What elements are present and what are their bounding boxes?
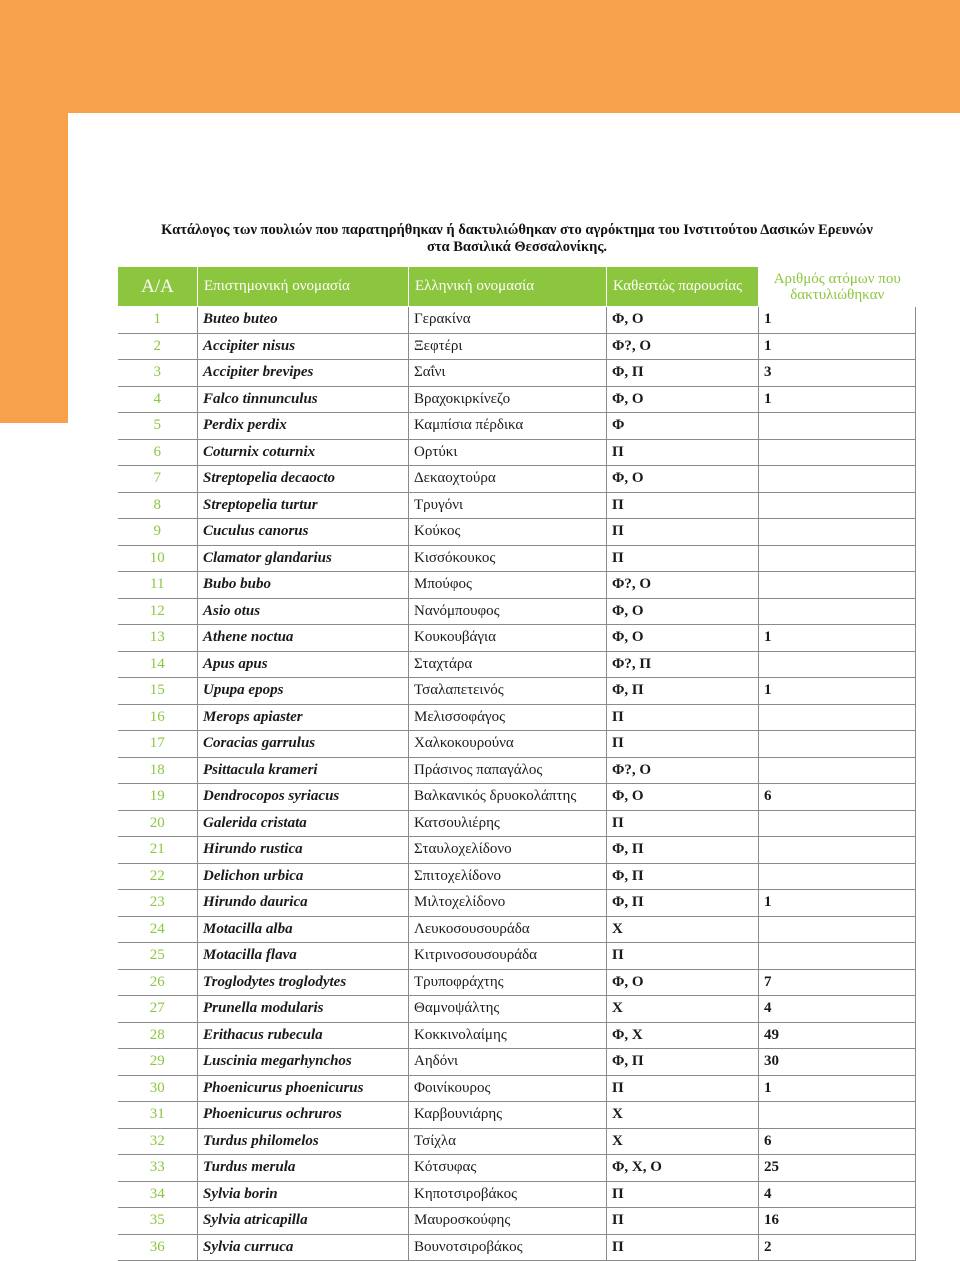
row-number: 35 [118,1208,198,1235]
scientific-name: Accipiter nisus [198,333,409,360]
scientific-name: Buteo buteo [198,307,409,334]
presence-status: Χ [607,996,759,1023]
greek-name: Θαμνοψάλτης [409,996,607,1023]
presence-status: Φ, Π [607,1049,759,1076]
presence-status: Π [607,545,759,572]
ringed-count: 16 [759,1208,916,1235]
presence-status: Φ?, Ο [607,757,759,784]
presence-status: Φ, Π [607,890,759,917]
scientific-name: Hirundo daurica [198,890,409,917]
row-number: 29 [118,1049,198,1076]
table-row [118,678,916,705]
scientific-name: Galerida cristata [198,810,409,837]
row-number: 19 [118,784,198,811]
header-ringed-count-line-1: Αριθμός ατόμων που [773,270,901,287]
greek-name: Καρβουνιάρης [409,1102,607,1129]
scientific-name: Athene noctua [198,625,409,652]
scientific-name: Motacilla flava [198,943,409,970]
table-row [118,837,916,864]
row-number: 16 [118,704,198,731]
presence-status: Π [607,731,759,758]
ringed-count: 49 [759,1022,916,1049]
table-row [118,1128,916,1155]
greek-name: Κούκος [409,519,607,546]
greek-name: Μπούφος [409,572,607,599]
greek-name: Κότσυφας [409,1155,607,1182]
scientific-name: Phoenicurus phoenicurus [198,1075,409,1102]
table-row [118,1155,916,1182]
scientific-name: Upupa epops [198,678,409,705]
scientific-name: Apus apus [198,651,409,678]
presence-status: Π [607,704,759,731]
greek-name: Τσίχλα [409,1128,607,1155]
presence-status: Φ, Ο [607,625,759,652]
scientific-name: Clamator glandarius [198,545,409,572]
ringed-count [759,651,916,678]
scientific-name: Prunella modularis [198,996,409,1023]
presence-status: Π [607,943,759,970]
header-greek-name: Ελληνική ονομασία [409,267,607,307]
row-number: 31 [118,1102,198,1129]
scientific-name: Streptopelia decaocto [198,466,409,493]
row-number: 21 [118,837,198,864]
ringed-count [759,757,916,784]
presence-status: Φ, Π [607,863,759,890]
header-number: Α/Α [118,267,198,307]
table-row [118,1234,916,1261]
presence-status: Φ, Ο [607,969,759,996]
scientific-name: Turdus philomelos [198,1128,409,1155]
presence-status: Φ, Π [607,837,759,864]
greek-name: Βραχοκιρκίνεζο [409,386,607,413]
row-number: 27 [118,996,198,1023]
greek-name: Καμπίσια πέρδικα [409,413,607,440]
ringed-count [759,439,916,466]
table-row [118,1049,916,1076]
table-row [118,810,916,837]
table-row [118,572,916,599]
ringed-count [759,943,916,970]
table-row [118,704,916,731]
greek-name: Χαλκοκουρούνα [409,731,607,758]
row-number: 36 [118,1234,198,1261]
ringed-count: 1 [759,307,916,334]
greek-name: Σαΐνι [409,360,607,387]
row-number: 3 [118,360,198,387]
ringed-count: 1 [759,386,916,413]
scientific-name: Coracias garrulus [198,731,409,758]
greek-name: Κηποτσιροβάκος [409,1181,607,1208]
table-row [118,545,916,572]
presence-status: Π [607,439,759,466]
greek-name: Γερακίνα [409,307,607,334]
presence-status: Π [607,492,759,519]
ringed-count [759,1102,916,1129]
scientific-name: Coturnix coturnix [198,439,409,466]
presence-status: Φ, Ο [607,598,759,625]
table-row [118,413,916,440]
row-number: 25 [118,943,198,970]
presence-status: Φ, Ο [607,307,759,334]
row-number: 8 [118,492,198,519]
greek-name: Σταχτάρα [409,651,607,678]
scientific-name: Sylvia borin [198,1181,409,1208]
table-row [118,307,916,334]
table-row [118,360,916,387]
greek-name: Πράσινος παπαγάλος [409,757,607,784]
header-scientific-name: Επιστημονική ονομασία [198,267,409,307]
ringed-count [759,704,916,731]
table-row [118,916,916,943]
row-number: 9 [118,519,198,546]
greek-name: Τσαλαπετεινός [409,678,607,705]
ringed-count: 4 [759,996,916,1023]
greek-name: Κατσουλιέρης [409,810,607,837]
table-row [118,731,916,758]
table-row [118,863,916,890]
row-number: 20 [118,810,198,837]
greek-name: Ορτύκι [409,439,607,466]
scientific-name: Turdus merula [198,1155,409,1182]
presence-status: Π [607,1181,759,1208]
row-number: 11 [118,572,198,599]
orange-side-band [0,113,68,423]
presence-status: Φ?, Π [607,651,759,678]
scientific-name: Falco tinnunculus [198,386,409,413]
ringed-count [759,413,916,440]
presence-status: Φ, Π [607,678,759,705]
scientific-name: Hirundo rustica [198,837,409,864]
ringed-count [759,863,916,890]
greek-name: Νανόμπουφος [409,598,607,625]
table-row [118,943,916,970]
scientific-name: Delichon urbica [198,863,409,890]
table-row [118,890,916,917]
table-row [118,969,916,996]
scientific-name: Erithacus rubecula [198,1022,409,1049]
ringed-count: 2 [759,1234,916,1261]
ringed-count: 6 [759,784,916,811]
ringed-count [759,545,916,572]
ringed-count: 1 [759,333,916,360]
ringed-count [759,466,916,493]
table-row [118,1181,916,1208]
caption-line-2: στα Βασιλικά Θεσσαλονίκης. [426,239,608,255]
scientific-name: Asio otus [198,598,409,625]
presence-status: Φ?, Ο [607,572,759,599]
greek-name: Βουνοτσιροβάκος [409,1234,607,1261]
caption-line-1: Κατάλογος των πουλιών που παρατηρήθηκαν ή δακτυλιώθηκαν στο αγρόκτημα του Ινστιτούτου Δασικών Ερευνών [161,222,873,238]
row-number: 34 [118,1181,198,1208]
row-number: 26 [118,969,198,996]
ringed-count: 4 [759,1181,916,1208]
table-row [118,333,916,360]
greek-name: Τρυποφράχτης [409,969,607,996]
ringed-count: 1 [759,625,916,652]
greek-name: Μαυροσκούφης [409,1208,607,1235]
presence-status: Π [607,1075,759,1102]
presence-status: Φ, Π [607,360,759,387]
header-ringed-count-line-2: δακτυλιώθηκαν [790,286,885,303]
greek-name: Ξεφτέρι [409,333,607,360]
ringed-count: 25 [759,1155,916,1182]
presence-status: Φ, Ο [607,386,759,413]
row-number: 22 [118,863,198,890]
scientific-name: Motacilla alba [198,916,409,943]
header-ringed-count [759,267,916,307]
table-row [118,1208,916,1235]
presence-status: Φ, Ο [607,784,759,811]
ringed-count [759,572,916,599]
greek-name: Φοινίκουρος [409,1075,607,1102]
row-number: 6 [118,439,198,466]
scientific-name: Luscinia megarhynchos [198,1049,409,1076]
scientific-name: Dendrocopos syriacus [198,784,409,811]
table-row [118,1022,916,1049]
ringed-count: 6 [759,1128,916,1155]
ringed-count: 1 [759,1075,916,1102]
row-number: 33 [118,1155,198,1182]
scientific-name: Accipiter brevipes [198,360,409,387]
scientific-name: Perdix perdix [198,413,409,440]
presence-status: Φ?, Ο [607,333,759,360]
greek-name: Τρυγόνι [409,492,607,519]
scientific-name: Cuculus canorus [198,519,409,546]
presence-status: Φ [607,413,759,440]
ringed-count: 1 [759,678,916,705]
greek-name: Σπιτοχελίδονο [409,863,607,890]
ringed-count [759,519,916,546]
table-row [118,1075,916,1102]
row-number: 14 [118,651,198,678]
greek-name: Μιλτοχελίδονο [409,890,607,917]
greek-name: Κιτρινοσουσουράδα [409,943,607,970]
scientific-name: Psittacula krameri [198,757,409,784]
table-row [118,784,916,811]
table-row [118,996,916,1023]
table-row [118,466,916,493]
greek-name: Δεκαοχτούρα [409,466,607,493]
greek-name: Κοκκινολαίμης [409,1022,607,1049]
greek-name: Βαλκανικός δρυοκολάπτης [409,784,607,811]
table-row [118,598,916,625]
scientific-name: Phoenicurus ochruros [198,1102,409,1129]
row-number: 4 [118,386,198,413]
presence-status: Φ, Ο [607,466,759,493]
presence-status: Φ, Χ, Ο [607,1155,759,1182]
greek-name: Μελισσοφάγος [409,704,607,731]
table-row [118,492,916,519]
table-caption [112,222,922,256]
presence-status: Π [607,519,759,546]
presence-status: Π [607,1208,759,1235]
ringed-count [759,810,916,837]
greek-name: Αηδόνι [409,1049,607,1076]
presence-status: Χ [607,916,759,943]
table-row [118,651,916,678]
row-number: 5 [118,413,198,440]
table-header-row [118,267,916,307]
row-number: 18 [118,757,198,784]
presence-status: Π [607,810,759,837]
orange-header-band [0,0,960,113]
scientific-name: Merops apiaster [198,704,409,731]
greek-name: Λευκοσουσουράδα [409,916,607,943]
presence-status: Π [607,1234,759,1261]
row-number: 30 [118,1075,198,1102]
greek-name: Σταυλοχελίδονο [409,837,607,864]
ringed-count: 3 [759,360,916,387]
presence-status: Φ, Χ [607,1022,759,1049]
header-status: Καθεστώς παρουσίας [607,267,759,307]
table-row [118,1102,916,1129]
table-row [118,625,916,652]
row-number: 23 [118,890,198,917]
row-number: 2 [118,333,198,360]
bird-species-table [117,266,916,1261]
presence-status: Χ [607,1128,759,1155]
ringed-count: 1 [759,890,916,917]
table-row [118,757,916,784]
scientific-name: Sylvia curruca [198,1234,409,1261]
presence-status: Χ [607,1102,759,1129]
greek-name: Κουκουβάγια [409,625,607,652]
table-row [118,386,916,413]
scientific-name: Streptopelia turtur [198,492,409,519]
row-number: 12 [118,598,198,625]
row-number: 28 [118,1022,198,1049]
row-number: 17 [118,731,198,758]
ringed-count [759,916,916,943]
row-number: 13 [118,625,198,652]
row-number: 7 [118,466,198,493]
table-row [118,519,916,546]
scientific-name: Bubo bubo [198,572,409,599]
ringed-count [759,492,916,519]
ringed-count [759,598,916,625]
row-number: 24 [118,916,198,943]
ringed-count [759,837,916,864]
table-row [118,439,916,466]
ringed-count: 30 [759,1049,916,1076]
scientific-name: Sylvia atricapilla [198,1208,409,1235]
row-number: 1 [118,307,198,334]
row-number: 15 [118,678,198,705]
scientific-name: Troglodytes troglodytes [198,969,409,996]
ringed-count [759,731,916,758]
ringed-count: 7 [759,969,916,996]
row-number: 32 [118,1128,198,1155]
row-number: 10 [118,545,198,572]
greek-name: Κισσόκουκος [409,545,607,572]
